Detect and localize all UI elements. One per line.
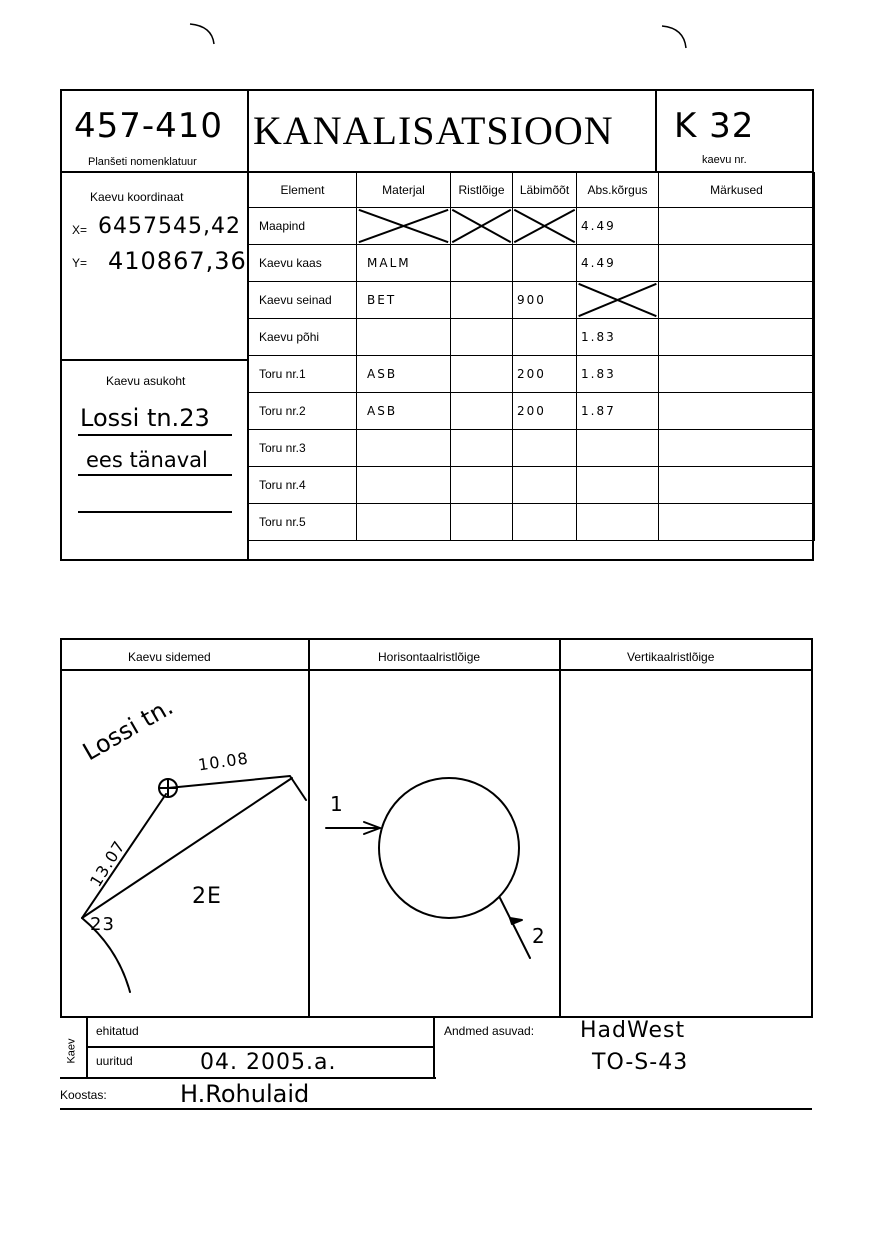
- col-diameter-header: Läbimõõt: [513, 173, 577, 208]
- table-cell-text: 1.83: [581, 330, 616, 344]
- table-cell-text: ASB: [367, 367, 398, 381]
- table-cell-text: 4.49: [581, 219, 616, 233]
- checked-label: uuritud: [96, 1054, 133, 1068]
- nomenclature-value: 457-410: [74, 106, 224, 146]
- col-abs-height-header: Abs.kõrgus: [577, 173, 659, 208]
- table-cell-text: Toru nr.1: [259, 367, 306, 381]
- table-cell-text: MALM: [367, 256, 411, 270]
- table-cell-text: 1.83: [581, 367, 616, 381]
- table-cell-text: ASB: [367, 404, 398, 418]
- page-title: KANALISATSIOON: [253, 108, 614, 153]
- coordinates-label: Kaevu koordinaat: [90, 190, 184, 204]
- col-element-header: Element: [249, 173, 357, 208]
- pipe1-label: 1: [330, 792, 344, 816]
- table-cell-text: 200: [517, 367, 546, 381]
- location-line2: ees tänaval: [86, 448, 208, 472]
- sketch-mark: 2E: [192, 884, 222, 909]
- table-cell-text: 4.49: [581, 256, 616, 270]
- y-label: Y=: [72, 256, 88, 270]
- x-value: 6457545,42: [98, 214, 241, 239]
- location-line1: Lossi tn.23: [80, 404, 210, 432]
- built-label: ehitatud: [96, 1024, 139, 1038]
- sketch-street: Lossi tn.: [78, 692, 178, 767]
- vertical-section-label: Vertikaalristlõige: [627, 650, 715, 664]
- table-cell-text: 900: [517, 293, 546, 307]
- well-number-value: K 32: [674, 106, 755, 146]
- sketch-dist1: 10.08: [196, 748, 250, 775]
- source-label: Andmed asuvad:: [444, 1024, 535, 1038]
- author-label: Koostas:: [60, 1088, 107, 1102]
- table-cell-text: 200: [517, 404, 546, 418]
- y-value: 410867,36: [108, 247, 247, 275]
- table-cell-text: Kaevu põhi: [259, 330, 320, 344]
- kaev-side-label: Kaev: [65, 1038, 78, 1064]
- location-label: Kaevu asukoht: [106, 374, 186, 388]
- col-notes-header: Märkused: [659, 173, 815, 208]
- well-number-label: kaevu nr.: [702, 154, 747, 166]
- source-value1: HadWest: [580, 1018, 686, 1043]
- sketch-dist2: 13.07: [86, 836, 130, 891]
- checked-value: 04. 2005.a.: [200, 1050, 337, 1075]
- horizontal-section-label: Horisontaalristlõige: [378, 650, 481, 664]
- table-cell-text: 1.87: [581, 404, 616, 418]
- table-cell-text: Kaevu seinad: [259, 293, 332, 307]
- source-value2: TO-S-43: [592, 1050, 689, 1075]
- col-material-header: Materjal: [357, 173, 451, 208]
- connections-label: Kaevu sidemed: [128, 650, 211, 664]
- table-cell-text: BET: [367, 293, 397, 307]
- col-cross-section-header: Ristlõige: [451, 173, 513, 208]
- pipe2-label: 2: [532, 924, 546, 948]
- x-label: X=: [72, 223, 88, 237]
- table-cell-text: Toru nr.3: [259, 441, 306, 455]
- author-value: H.Rohulaid: [180, 1080, 310, 1108]
- table-cell-text: Kaevu kaas: [259, 256, 322, 270]
- table-cell-text: Toru nr.2: [259, 404, 306, 418]
- table-cell-text: Toru nr.5: [259, 515, 306, 529]
- sketch-house: 23: [90, 914, 115, 935]
- table-cell-text: Toru nr.4: [259, 478, 306, 492]
- nomenclature-label: Planšeti nomenklatuur: [88, 156, 197, 168]
- table-cell-text: Maapind: [259, 219, 306, 233]
